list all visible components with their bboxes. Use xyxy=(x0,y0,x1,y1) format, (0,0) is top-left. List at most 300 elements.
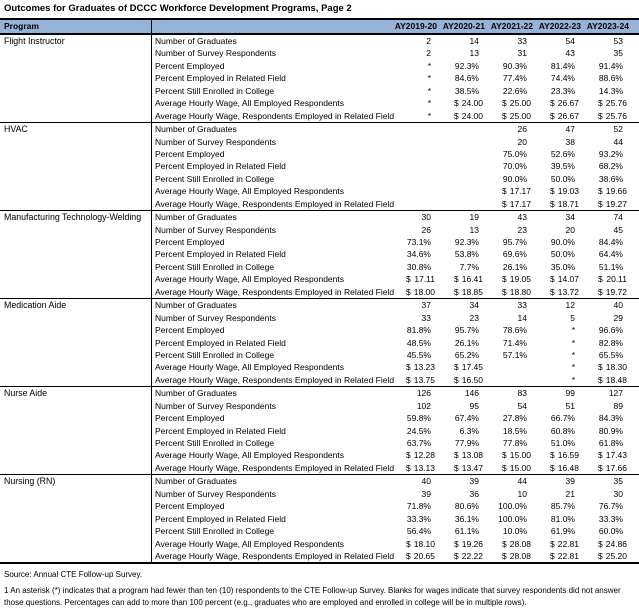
value-cell xyxy=(486,273,534,285)
value-cell: 14 xyxy=(469,36,479,46)
source-note: Source: Annual CTE Follow-up Survey. xyxy=(4,570,143,580)
dollar-sign: $ xyxy=(406,550,411,561)
wage-amount: 13.23 xyxy=(413,362,435,373)
value-cell xyxy=(438,123,486,135)
value-cell: * xyxy=(571,337,575,348)
dollar-sign: $ xyxy=(406,374,411,385)
footnote: 1 An asterisk (*) indicates that a program had fewer than ten (10) respondents to the CTE Follow-up Survey. Blanks for wages indicate that survey respondents did not answer those questions. Percentages can add to more than 100 percent (e.g., graduates who are employed and enrolled in college will be in multiple rows). xyxy=(4,586,621,607)
value-cell xyxy=(486,462,534,474)
program-name-cell: Nursing (RN) xyxy=(0,475,152,562)
value-cell xyxy=(582,97,630,109)
wage-amount: 18.30 xyxy=(605,362,627,373)
value-cell: 33 xyxy=(517,36,527,46)
metric-label: Average Hourly Wage, All Employed Respondents xyxy=(155,362,344,373)
table-row xyxy=(152,148,639,160)
value-cell xyxy=(390,286,438,298)
value-cell: 35 xyxy=(613,48,623,59)
table-row xyxy=(152,299,639,311)
value-cell xyxy=(486,361,534,373)
value-cell xyxy=(438,550,486,562)
dollar-sign: $ xyxy=(454,450,459,461)
value-cell xyxy=(438,538,486,550)
program-column-header: Program xyxy=(0,20,152,33)
metric-label: Average Hourly Wage, Respondents Employed in Related Field xyxy=(155,462,395,473)
value-cell xyxy=(390,198,438,210)
dollar-sign: $ xyxy=(502,274,507,285)
dollar-sign: $ xyxy=(454,374,459,385)
value-cell: 96.6% xyxy=(598,325,623,336)
value-cell: 66.7% xyxy=(550,413,575,424)
dollar-sign: $ xyxy=(502,450,507,461)
value-cell: 23.3% xyxy=(550,85,575,96)
row-filler xyxy=(630,449,639,461)
value-cell: 95 xyxy=(469,400,479,411)
value-cell: 83 xyxy=(517,388,527,399)
value-cell: 36.1% xyxy=(454,513,479,524)
wage-amount: 24.00 xyxy=(461,98,483,109)
program-name-cell: Nurse Aide xyxy=(0,387,152,474)
value-cell: 70.0% xyxy=(502,161,527,172)
dollar-sign: $ xyxy=(598,374,603,385)
value-cell: 33.3% xyxy=(406,513,431,524)
value-cell xyxy=(390,273,438,285)
dollar-sign: $ xyxy=(502,538,507,549)
wage-amount: 17.11 xyxy=(414,274,435,285)
value-cell: 20 xyxy=(517,136,527,147)
row-filler xyxy=(630,299,639,311)
value-cell xyxy=(534,185,582,197)
row-filler xyxy=(630,500,639,512)
value-cell xyxy=(534,462,582,474)
year-column-header: AY2020-21 xyxy=(442,21,485,31)
value-cell: 84.4% xyxy=(598,237,623,247)
value-cell: 39.5% xyxy=(550,161,575,172)
row-filler xyxy=(630,513,639,525)
table-row xyxy=(152,123,639,135)
metric-label: Number of Graduates xyxy=(155,36,237,46)
metric-label: Number of Graduates xyxy=(155,212,237,223)
row-filler xyxy=(630,185,639,197)
value-cell xyxy=(582,550,630,562)
row-filler xyxy=(630,85,639,97)
value-cell: 64.4% xyxy=(598,249,623,260)
wage-amount: 24.86 xyxy=(605,538,627,549)
row-filler xyxy=(630,337,639,349)
value-cell: 13 xyxy=(469,224,479,235)
value-cell xyxy=(486,110,534,122)
page-title: Outcomes for Graduates of DCCC Workforce Development Programs, Page 2 xyxy=(4,3,352,14)
metric-label: Percent Still Enrolled in College xyxy=(155,85,275,96)
metric-label: Percent Employed in Related Field xyxy=(155,249,286,260)
value-cell: 39 xyxy=(421,488,431,499)
row-filler xyxy=(630,236,639,248)
program-rows xyxy=(152,475,639,562)
row-filler xyxy=(630,312,639,324)
value-cell: 43 xyxy=(565,48,575,59)
table-row xyxy=(152,224,639,236)
metric-label: Percent Employed in Related Field xyxy=(155,73,286,84)
dollar-sign: $ xyxy=(550,274,555,285)
metric-label: Average Hourly Wage, Respondents Employed in Related Field xyxy=(155,374,395,385)
value-cell xyxy=(534,449,582,461)
wage-amount: 19.03 xyxy=(557,186,579,197)
dollar-sign: $ xyxy=(598,450,603,461)
value-cell xyxy=(582,273,630,285)
value-cell: 12 xyxy=(565,300,575,311)
value-cell: 89 xyxy=(613,400,623,411)
row-filler xyxy=(630,412,639,424)
value-cell: 92.3% xyxy=(454,237,479,247)
program-name-cell: Medication Aide xyxy=(0,299,152,386)
value-cell xyxy=(438,97,486,109)
wage-amount: 13.72 xyxy=(557,286,579,297)
value-cell: 38.5% xyxy=(454,85,479,96)
value-cell xyxy=(438,198,486,210)
wage-amount: 15.00 xyxy=(509,450,531,461)
dollar-sign: $ xyxy=(454,538,459,549)
value-cell xyxy=(534,198,582,210)
metric-label: Number of Graduates xyxy=(155,124,237,135)
table-row xyxy=(152,361,639,373)
value-cell xyxy=(438,286,486,298)
wage-amount: 19.66 xyxy=(605,186,627,197)
wage-amount: 13.75 xyxy=(413,374,435,385)
program-name-cell: Manufacturing Technology-Welding xyxy=(0,211,152,298)
metric-label: Number of Survey Respondents xyxy=(155,224,276,235)
dollar-sign: $ xyxy=(406,450,411,461)
row-filler xyxy=(630,324,639,336)
table-row xyxy=(152,110,639,122)
dollar-sign: $ xyxy=(598,110,603,121)
value-cell xyxy=(534,538,582,550)
value-cell: 30 xyxy=(421,212,431,223)
row-filler xyxy=(630,123,639,135)
value-cell: 26.1% xyxy=(502,261,527,272)
wage-amount: 18.85 xyxy=(461,286,483,297)
dollar-sign: $ xyxy=(550,110,555,121)
value-cell: 81.8% xyxy=(406,325,431,336)
value-cell: 34.6% xyxy=(406,249,431,260)
value-cell: 90.0% xyxy=(550,237,575,247)
dollar-sign: $ xyxy=(598,362,603,373)
dollar-sign: $ xyxy=(454,362,459,373)
wage-amount: 28.08 xyxy=(509,550,531,561)
value-cell: 27.8% xyxy=(502,413,527,424)
row-filler xyxy=(630,47,639,59)
value-cell: 47 xyxy=(565,124,575,135)
value-cell: 51.1% xyxy=(598,261,623,272)
value-cell xyxy=(582,286,630,298)
metric-label: Average Hourly Wage, Respondents Employed in Related Field xyxy=(155,286,395,297)
metric-label: Percent Employed xyxy=(155,237,225,247)
value-cell: 2 xyxy=(426,36,431,46)
wage-amount: 24.00 xyxy=(461,110,483,121)
metric-label: Percent Employed in Related Field xyxy=(155,161,286,172)
value-cell: 39 xyxy=(565,476,575,487)
program-rows xyxy=(152,387,639,474)
dollar-sign: $ xyxy=(406,538,411,549)
value-cell: 100.0% xyxy=(498,513,527,524)
row-filler xyxy=(630,110,639,122)
value-cell xyxy=(390,185,438,197)
dollar-sign: $ xyxy=(406,362,411,373)
value-cell: 34 xyxy=(565,212,575,223)
value-cell xyxy=(486,449,534,461)
program-section xyxy=(0,387,639,475)
value-cell: 44 xyxy=(613,136,623,147)
table-row xyxy=(152,312,639,324)
value-cell: 48.5% xyxy=(406,337,431,348)
row-filler xyxy=(630,286,639,298)
dollar-sign: $ xyxy=(598,98,603,109)
table-row xyxy=(152,500,639,512)
wage-amount: 22.81 xyxy=(557,550,579,561)
wage-amount: 16.50 xyxy=(461,374,483,385)
value-cell: 81.4% xyxy=(550,60,575,71)
metric-label: Percent Still Enrolled in College xyxy=(155,349,275,360)
program-rows xyxy=(152,123,639,210)
wage-amount: 13.13 xyxy=(413,462,435,473)
year-column-header: AY2022-23 xyxy=(538,21,581,31)
metric-label: Percent Employed in Related Field xyxy=(155,337,286,348)
value-cell: * xyxy=(571,362,575,373)
metric-label: Percent Still Enrolled in College xyxy=(155,173,275,184)
metric-label: Number of Graduates xyxy=(155,476,237,487)
wage-amount: 16.41 xyxy=(461,274,483,285)
wage-amount: 13.08 xyxy=(461,450,483,461)
metric-label: Percent Employed in Related Field xyxy=(155,425,286,436)
value-cell: 100.0% xyxy=(498,501,527,512)
value-cell: 50.0% xyxy=(550,173,575,184)
table-row xyxy=(152,550,639,562)
value-cell: 80.6% xyxy=(454,501,479,512)
metric-label: Average Hourly Wage, Respondents Employed in Related Field xyxy=(155,110,395,121)
value-cell: 43 xyxy=(517,212,527,223)
value-cell: 74.4% xyxy=(550,73,575,84)
value-cell: 2 xyxy=(426,48,431,59)
row-filler xyxy=(630,211,639,223)
value-cell: 35.0% xyxy=(550,261,575,272)
value-cell: 59.8% xyxy=(406,413,431,424)
value-cell xyxy=(582,361,630,373)
wage-amount: 17.17 xyxy=(509,186,531,197)
metric-label: Average Hourly Wage, All Employed Respondents xyxy=(155,186,344,197)
row-filler xyxy=(630,35,639,47)
value-cell: 52 xyxy=(613,124,623,135)
row-filler xyxy=(630,525,639,537)
metric-label: Percent Employed in Related Field xyxy=(155,513,286,524)
value-cell xyxy=(582,110,630,122)
value-cell: 56.4% xyxy=(406,526,431,537)
value-cell: 50.0% xyxy=(550,249,575,260)
dollar-sign: $ xyxy=(454,110,459,121)
row-filler xyxy=(630,349,639,361)
metric-label: Average Hourly Wage, All Employed Respondents xyxy=(155,274,344,285)
value-cell: * xyxy=(571,349,575,360)
value-cell: 84.6% xyxy=(454,73,479,84)
value-cell: 52.6% xyxy=(550,148,575,159)
dollar-sign: $ xyxy=(598,186,603,197)
value-cell: 34 xyxy=(469,300,479,311)
row-filler xyxy=(630,374,639,386)
value-cell: * xyxy=(571,374,575,385)
value-cell: * xyxy=(427,73,431,84)
value-cell: 92.3% xyxy=(454,60,479,71)
dollar-sign: $ xyxy=(550,286,555,297)
value-cell: 38 xyxy=(565,136,575,147)
value-cell: 102 xyxy=(416,400,431,411)
value-cell: 69.6% xyxy=(502,249,527,260)
value-cell: 77.8% xyxy=(502,438,527,448)
table-header-row xyxy=(0,20,639,35)
value-cell xyxy=(438,110,486,122)
dollar-sign: $ xyxy=(454,286,459,297)
value-cell xyxy=(438,361,486,373)
value-cell xyxy=(390,148,438,160)
metric-label: Average Hourly Wage, All Employed Respondents xyxy=(155,450,344,461)
table-row xyxy=(152,72,639,84)
value-cell: 22.6% xyxy=(502,85,527,96)
value-cell: 33 xyxy=(517,300,527,311)
program-section xyxy=(0,299,639,387)
value-cell: 23 xyxy=(469,312,479,323)
value-cell: 67.4% xyxy=(454,413,479,424)
value-cell: * xyxy=(427,85,431,96)
value-cell: 54 xyxy=(517,400,527,411)
value-cell: 74 xyxy=(613,212,623,223)
wage-amount: 25.76 xyxy=(605,98,627,109)
row-filler xyxy=(630,261,639,273)
program-section xyxy=(0,211,639,299)
value-cell: 73.1% xyxy=(406,237,431,247)
value-cell xyxy=(438,160,486,172)
value-cell xyxy=(390,173,438,185)
value-cell xyxy=(438,449,486,461)
value-cell: 51 xyxy=(565,400,575,411)
value-cell xyxy=(486,198,534,210)
value-cell xyxy=(486,374,534,386)
value-cell xyxy=(390,361,438,373)
value-cell xyxy=(390,538,438,550)
value-cell: 19 xyxy=(469,212,479,223)
row-filler xyxy=(630,72,639,84)
value-cell: 84.3% xyxy=(598,413,623,424)
wage-amount: 22.81 xyxy=(557,538,579,549)
value-cell: 61.8% xyxy=(598,438,623,448)
outcomes-table xyxy=(0,18,639,564)
value-cell: 61.9% xyxy=(550,526,575,537)
value-cell xyxy=(582,462,630,474)
value-cell: 44 xyxy=(517,476,527,487)
value-cell: 85.7% xyxy=(550,501,575,512)
dollar-sign: $ xyxy=(454,274,459,285)
value-cell: 7.7% xyxy=(459,261,479,272)
value-cell: 18.5% xyxy=(502,425,527,436)
program-section xyxy=(0,35,639,123)
wage-amount: 18.80 xyxy=(509,286,531,297)
value-cell: 90.0% xyxy=(502,173,527,184)
value-cell: 37 xyxy=(421,300,431,311)
wage-amount: 18.71 xyxy=(557,198,579,209)
value-cell xyxy=(390,449,438,461)
value-cell: 26.1% xyxy=(454,337,479,348)
value-cell: 91.4% xyxy=(598,60,623,71)
value-cell: 30 xyxy=(613,488,623,499)
wage-amount: 18.48 xyxy=(605,374,627,385)
row-filler xyxy=(630,538,639,550)
value-cell: 6.3% xyxy=(459,425,479,436)
value-cell xyxy=(486,286,534,298)
dollar-sign: $ xyxy=(550,550,555,561)
value-cell xyxy=(534,110,582,122)
metric-label: Percent Employed xyxy=(155,325,225,336)
value-cell: 13 xyxy=(469,48,479,59)
year-column-header: AY2023-24 xyxy=(586,21,629,31)
value-cell xyxy=(486,550,534,562)
dollar-sign: $ xyxy=(454,462,459,473)
value-cell xyxy=(534,286,582,298)
row-filler xyxy=(630,148,639,160)
value-cell xyxy=(486,97,534,109)
value-cell: 65.2% xyxy=(454,349,479,360)
table-row xyxy=(152,47,639,59)
value-cell xyxy=(438,136,486,148)
dollar-sign: $ xyxy=(502,110,507,121)
value-cell xyxy=(438,173,486,185)
value-cell: 10 xyxy=(517,488,527,499)
row-filler xyxy=(630,198,639,210)
value-cell xyxy=(390,550,438,562)
value-cell: 57.1% xyxy=(502,349,527,360)
table-row xyxy=(152,412,639,424)
wage-amount: 13.47 xyxy=(461,462,483,473)
row-filler xyxy=(630,437,639,449)
table-body xyxy=(0,35,639,562)
value-cell: 60.8% xyxy=(550,425,575,436)
value-cell: 5 xyxy=(570,312,575,323)
row-filler xyxy=(630,173,639,185)
value-cell xyxy=(486,185,534,197)
metric-label: Percent Employed xyxy=(155,501,225,512)
value-cell: 95.7% xyxy=(502,237,527,247)
dollar-sign: $ xyxy=(454,550,459,561)
program-rows xyxy=(152,211,639,298)
table-row xyxy=(152,286,639,298)
value-cell: 76.7% xyxy=(598,501,623,512)
program-section xyxy=(0,123,639,211)
value-cell: 45.5% xyxy=(406,349,431,360)
value-cell xyxy=(534,273,582,285)
value-cell xyxy=(582,449,630,461)
value-cell: 99 xyxy=(565,388,575,399)
value-cell: 71.4% xyxy=(502,337,527,348)
table-row xyxy=(152,538,639,550)
wage-amount: 19.27 xyxy=(605,198,627,209)
wage-amount: 26.67 xyxy=(557,110,579,121)
value-cell xyxy=(438,462,486,474)
value-cell xyxy=(534,97,582,109)
dollar-sign: $ xyxy=(598,286,603,297)
value-cell: 26 xyxy=(517,124,527,135)
metric-label: Percent Still Enrolled in College xyxy=(155,261,275,272)
wage-amount: 17.45 xyxy=(461,362,483,373)
value-cell: 33.3% xyxy=(598,513,623,524)
value-cell: 45 xyxy=(613,224,623,235)
metric-label: Number of Survey Respondents xyxy=(155,136,276,147)
dollar-sign: $ xyxy=(502,550,507,561)
value-cell: 75.0% xyxy=(502,148,527,159)
program-name-cell: Flight Instructor xyxy=(0,35,152,122)
